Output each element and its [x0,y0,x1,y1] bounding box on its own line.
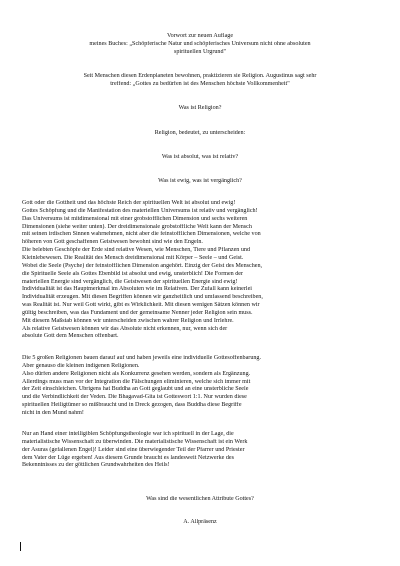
paragraph-line: Wobei die Seele (Psyche) der feinstofflichen Dimension angehört. Einzig der Geist des Menschen, [22,262,263,269]
question-attributes: Was sind die wesentlichen Attribute Gottes? [146,496,254,502]
paragraph-line: dem Vater der Lüge ergeben! Aus diesem Grunde braucht es landesweit Netzwerke des [22,454,234,461]
paragraph-line: Kleinlebewesen. Die Realität des Mensch dreidimensional mit Körper – Seele – und Geist. [22,254,244,261]
intro-line: treffend: „Gottes zu bedürfen ist des Menschen höchste Vollkommenheit" [110,81,290,87]
heading-line: spirituellen Urgrund" [174,49,226,55]
paragraph-line: Individualität ist das Hauptmerkmal im Absoluten wie im Relativen. Der Zufall kann keinerlei [22,286,252,293]
question-religion: Was ist Religion? [178,105,222,111]
paragraph-line: Gottes Schöpfung und die Manifestation des materiellen Universums ist relativ und vergänglich! [22,207,258,214]
paragraph-line: absolute Gott dem Menschen offenbart. [22,333,119,340]
paragraph-line: Als relative Geistwesen können wir das Absolute nicht erkennen, nur, wenn sich der [22,325,228,332]
question-absolute: Was ist absolut, was ist relativ? [161,154,239,160]
paragraph-line: Individualität erzeugen. Mit diesen Begriffen können wir ganzheitlich und umfassend beschreiben, [22,294,263,301]
paragraph-line: Dimensionen (siehe weiter unten). Der dreidimensionale grobstoffliche Welt kann der Mensch [22,223,252,230]
paragraph-line: höheren von Gott geschaffenen Geistwesen bewohnt sind wie den Engeln. [22,239,203,246]
paragraph-line: Bekenntnisses zu der göttlichen Grundwahrheiten des Heils! [22,462,170,469]
paragraph-line: Die 5 großen Religionen bauen darauf auf und haben jeweils eine individuelle Gottesoffenbarung. [22,355,261,361]
paragraph-line: materialistische Wissenschaft zu überwinden. Die materialistische Wissenschaft ist ein Werk [22,438,248,445]
paragraph-line: Das Universums ist mitdimensional mit einer grobstofflichen Dimension und sechs weiteren [22,215,248,222]
paragraph-line: Allerdings muss man vor der Integration die Fälschungen eliminieren, welche sich immer mit [22,378,251,385]
text-cursor [20,542,21,551]
paragraph-line: gültig beschreiben, was das Fundament und der gemeinsame Nenner jeder Religion sein muss. [22,309,253,316]
heading-line: meines Buches: „Schöpferische Natur und schöpferisches Universum nicht ohne absoluten [89,41,311,47]
paragraph-line: die Spirituelle Seele als Gottes Ebenbild ist absolut und ewig, unsterblich! Die Formen der [22,270,244,277]
paragraph-line: und die Verbindlichkeit der Veden. Die Bhagavad-Gita ist Gotteswort 1:1. Nur wurden diese [22,394,247,401]
paragraph-line: Mit diesem Maßstab können wir unterscheiden zwischen wahrer Religion und Irrlehre. [22,317,234,324]
paragraph-line: nicht in den Mund nahm! [22,409,84,416]
intro-line: Seit Menschen diesen Erdenplaneten bewohnen, praktizieren sie Religion. Augustinus sagt sehr [83,73,317,79]
paragraph-line: Gott oder die Gottheit und das höchste Reich der spirituellen Welt ist absolut und ewig! [22,200,236,206]
paragraph-line: der Zeit einschleichen. Übrigens hat Buddha an Gott geglaubt und an eine unsterbliche Seele [22,386,249,393]
paragraph-line: spirituellen Heiligtümer so mißbraucht und in Dreck gezogen, dass Buddha diese Begriffe [22,402,242,409]
paragraph-line: Nur an Hand einer intelligiblen Schöpfungstheologie war ich spirituell in der Lage, die [22,431,234,437]
question-eternal: Was ist ewig, was ist vergänglich? [158,178,242,184]
section-heading: A. Allpräsenz [183,519,217,525]
paragraph-line: was Realität ist. Nur weil Gott wirkt, gibt es Wirklichkeit. Mit diesen wenigen Sätzen können wir [22,302,260,309]
paragraph-line: der Asuras (gefallenen Engel)! Leider sind eine überwiegender Teil der Pfarrer und Priester [22,446,245,453]
paragraph-line: Aber genauso die kleinen indigenen Religionen. [22,362,140,369]
heading-line: Vorwort zur neuen Auflage [166,33,234,39]
paragraph-line: mit seinen irdischen Sinnen wahrnehmen, nicht aber die feinstofflichen Dimensionen, welche von [22,231,261,238]
question-distinguish: Religion, bedeutet, zu unterscheiden: [154,130,246,136]
paragraph-line: Also dürfen andere Religionen nicht als Konkurrenz gesehen werden, sondern als Ergänzung. [22,370,251,377]
paragraph-line: Die belebten Geschöpfe der Erde sind relative Wesen, wie Menschen, Tiere und Pflanzen und [22,247,251,254]
paragraph-line: materiellen Energie sind vergänglich, die Geistwesen der spirituellen Energie sind ewig! [22,278,238,285]
